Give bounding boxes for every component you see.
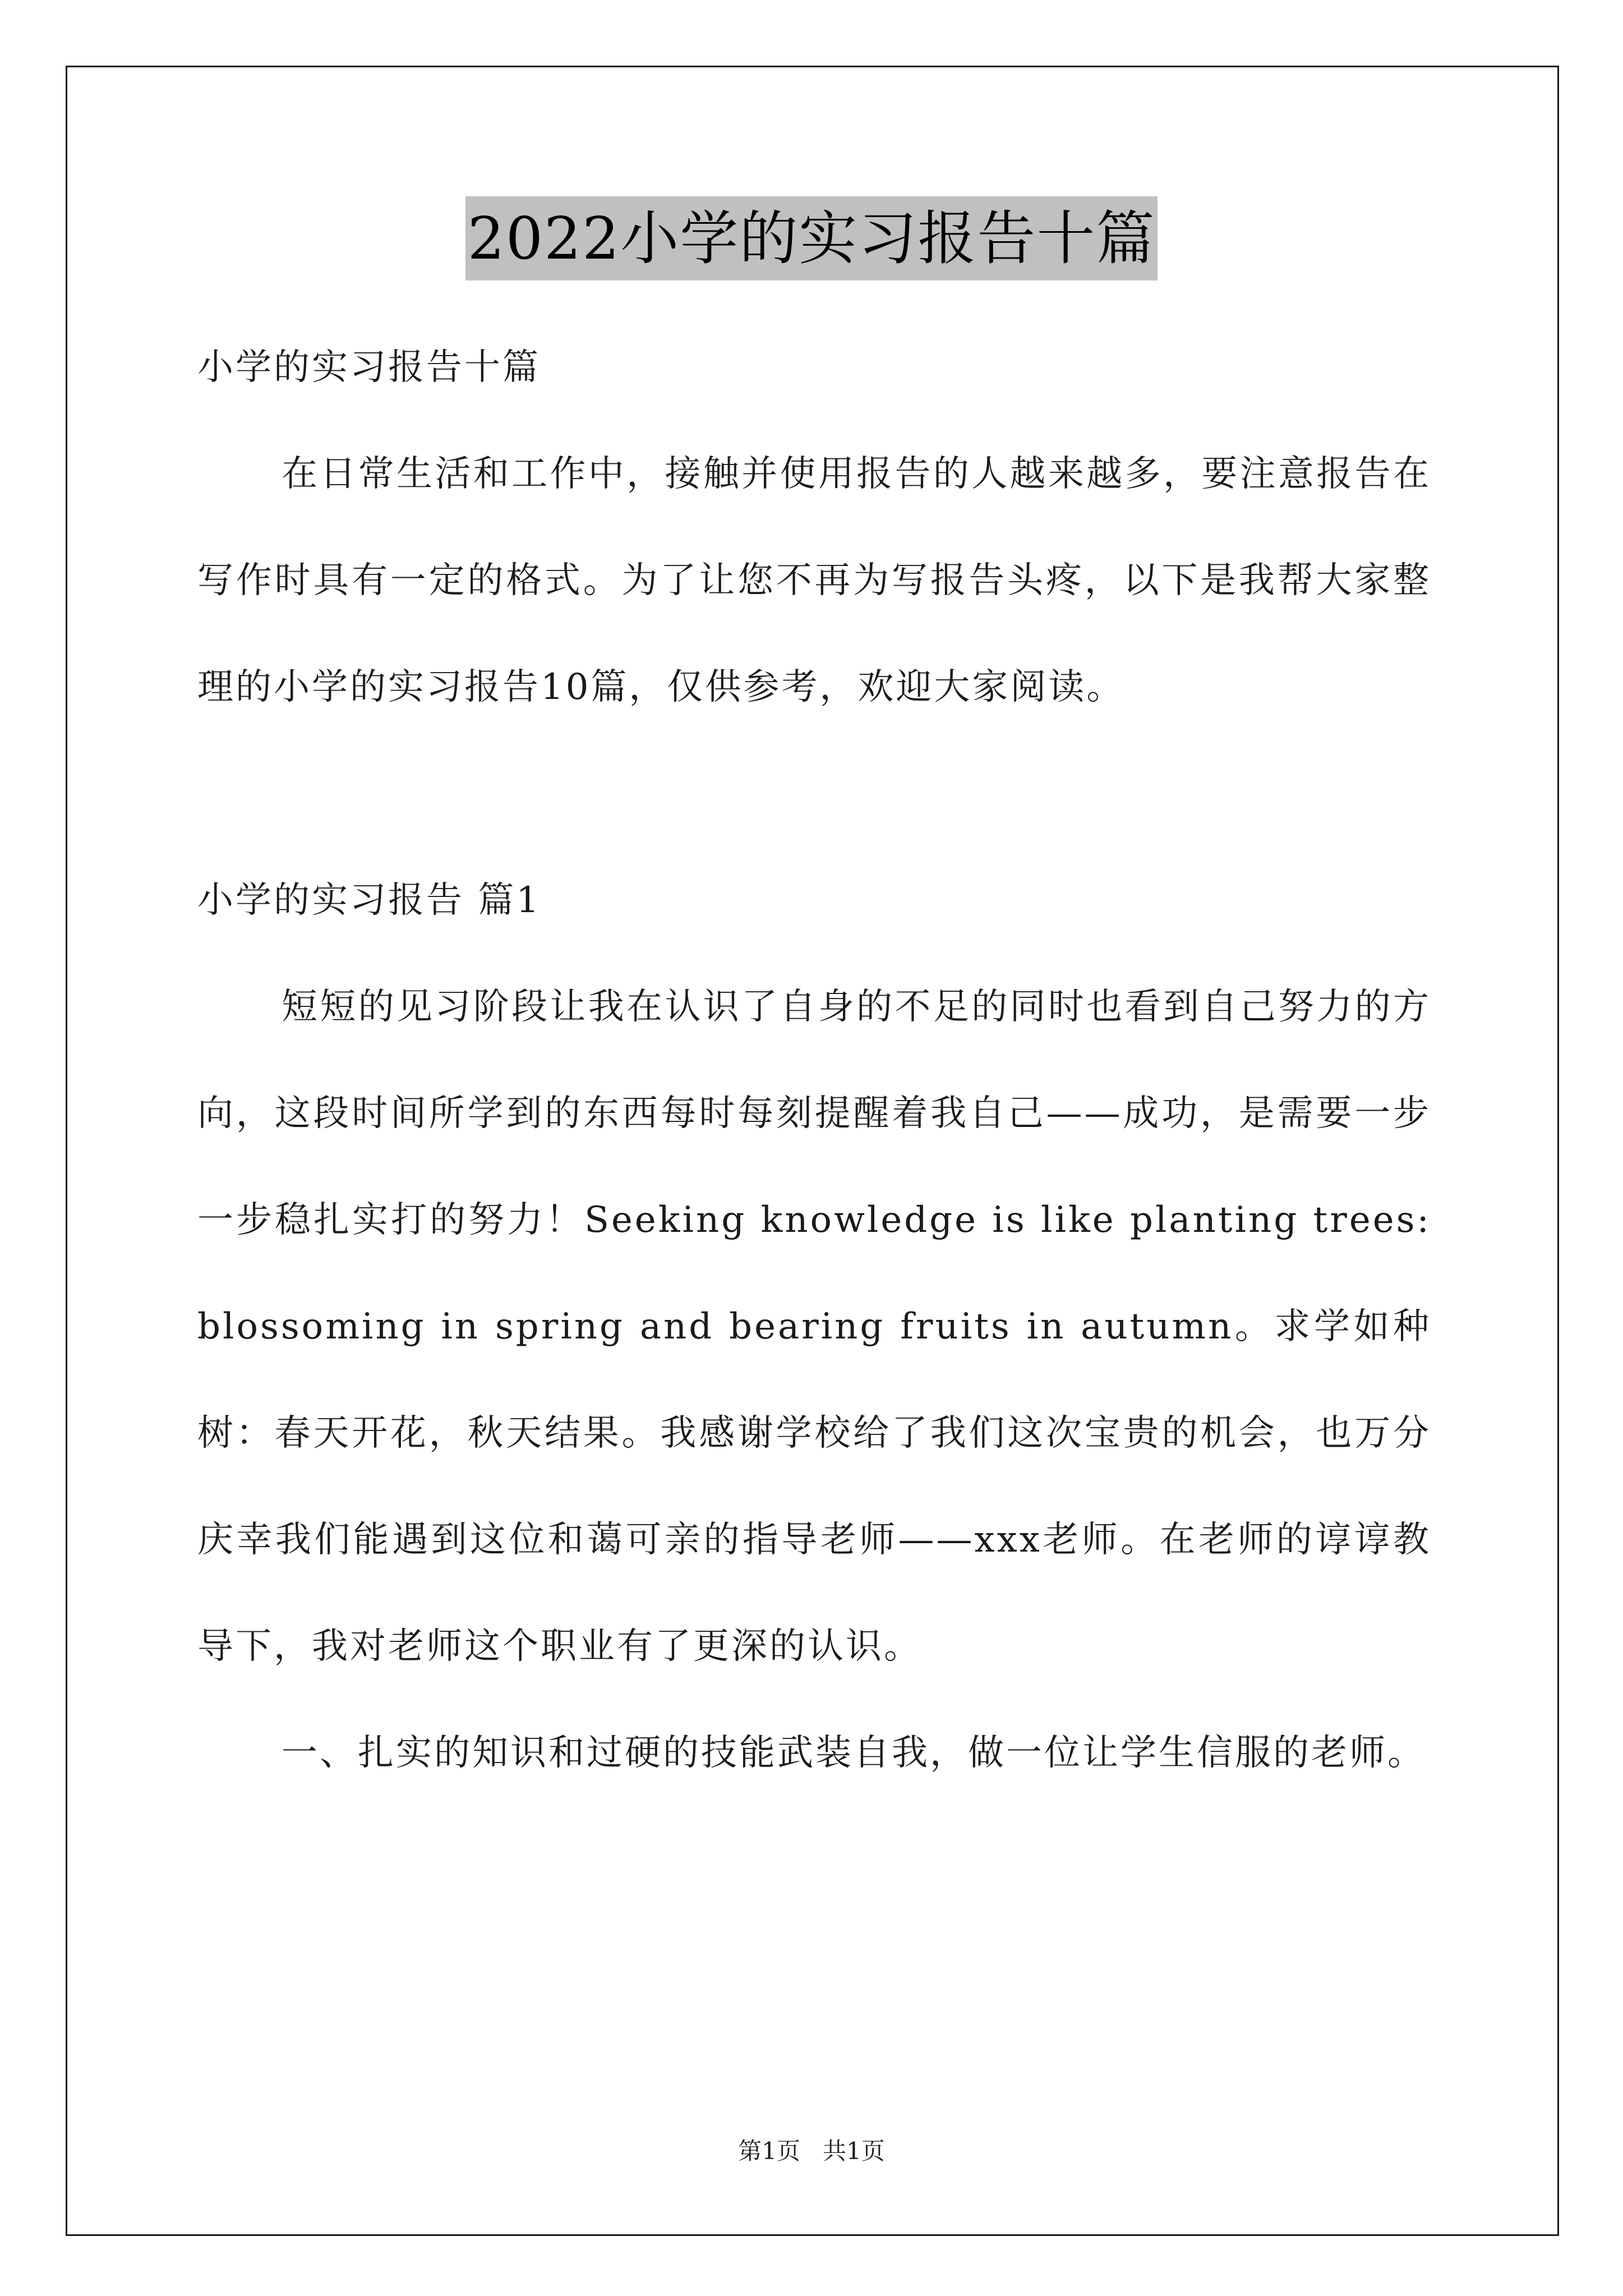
page-footer xyxy=(0,2132,1623,2171)
intro-paragraph: 在日常生活和工作中，接触并使用报告的人越来越多，要注意报告在写作时具有一定的格式。为了让您不再为写报告头疼，以下是我帮大家整理的小学的实习报告10篇，仅供参考，欢迎大家阅读。 xyxy=(197,453,1431,708)
document-title: 2022小学的实习报告十篇 xyxy=(465,196,1158,280)
title-container xyxy=(0,196,1623,280)
body-paragraph-2: 一、扎实的知识和过硬的技能武装自我，做一位让学生信服的老师。 xyxy=(282,1732,1426,1774)
section-heading: 小学的实习报告 篇1 xyxy=(197,880,542,921)
section-spacer xyxy=(197,740,1431,847)
page-number-current: 第1页 xyxy=(738,2137,800,2165)
document-subtitle: 小学的实习报告十篇 xyxy=(197,347,541,388)
body-paragraph-1: 短短的见习阶段让我在认识了自身的不足的同时也看到自己努力的方向，这段时间所学到的东西每时每刻提醒着我自己——成功，是需要一步一步稳扎实打的努力！Seeking knowledge is like planting trees:blossoming in spring and bearing fruits in autumn。求学如种树：春天开花，秋天结果。我感谢学校给了我们这次宝贵的机会，也万分庆幸我们能遇到这位和蔼可亲的指导老师——xxx老师。在老师的谆谆教导下，我对老师这个职业有了更深的认识。 xyxy=(197,986,1431,1667)
page-number-total: 共1页 xyxy=(823,2137,885,2165)
document-body xyxy=(197,314,1431,1806)
